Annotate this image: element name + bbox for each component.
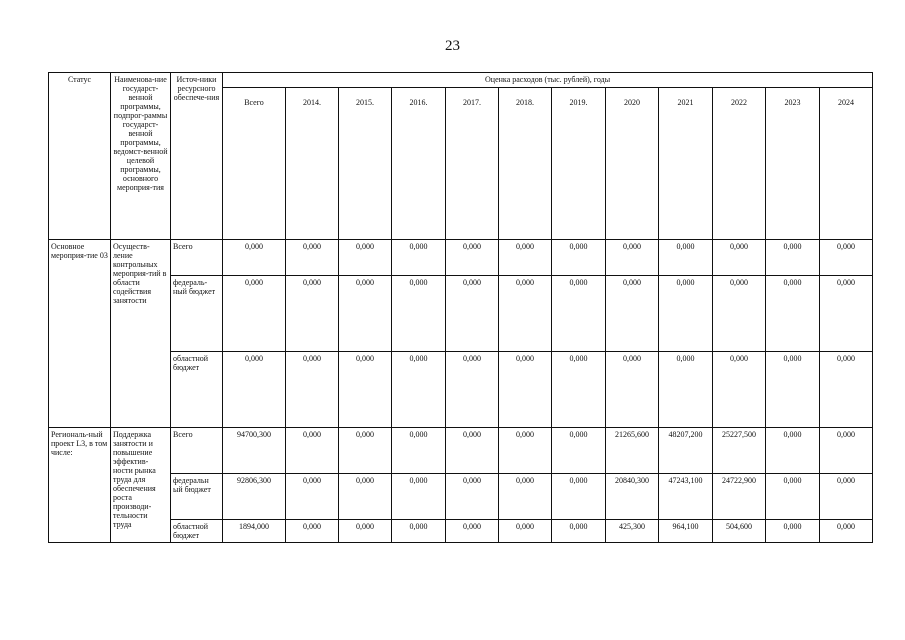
value-cell: 0,000 — [392, 276, 446, 352]
value-cell: 0,000 — [820, 428, 873, 474]
value-cell: 0,000 — [713, 240, 766, 276]
value-cell: 47243,100 — [659, 474, 713, 520]
header-year-1: 2014. — [286, 88, 339, 240]
value-cell: 0,000 — [286, 474, 339, 520]
header-year-7: 2020 — [606, 88, 659, 240]
value-cell: 0,000 — [552, 240, 606, 276]
header-year-6: 2019. — [552, 88, 606, 240]
source-cell: Всего — [171, 428, 223, 474]
header-year-4: 2017. — [446, 88, 499, 240]
value-cell: 0,000 — [552, 428, 606, 474]
value-cell: 964,100 — [659, 520, 713, 543]
value-cell: 0,000 — [499, 428, 552, 474]
value-cell: 0,000 — [552, 276, 606, 352]
header-year-5: 2018. — [499, 88, 552, 240]
value-cell: 48207,200 — [659, 428, 713, 474]
value-cell: 0,000 — [339, 520, 392, 543]
value-cell: 92806,300 — [223, 474, 286, 520]
value-cell: 0,000 — [446, 474, 499, 520]
value-cell: 0,000 — [499, 352, 552, 428]
value-cell: 25227,500 — [713, 428, 766, 474]
value-cell: 0,000 — [446, 276, 499, 352]
value-cell: 0,000 — [499, 474, 552, 520]
header-estimate: Оценка расходов (тыс. рублей), годы — [223, 73, 873, 88]
value-cell: 24722,900 — [713, 474, 766, 520]
status-cell: Региональ-ный проект L3, в том числе: — [49, 428, 111, 543]
value-cell: 0,000 — [820, 520, 873, 543]
header-year-11: 2024 — [820, 88, 873, 240]
value-cell: 0,000 — [766, 474, 820, 520]
table-row — [49, 520, 873, 543]
value-cell: 94700,300 — [223, 428, 286, 474]
value-cell: 0,000 — [446, 520, 499, 543]
value-cell: 0,000 — [392, 240, 446, 276]
value-cell: 0,000 — [606, 276, 659, 352]
value-cell: 0,000 — [606, 240, 659, 276]
value-cell: 0,000 — [223, 276, 286, 352]
status-cell: Основное мероприя-тие 03 — [49, 240, 111, 428]
header-name: Наименова-ние государст-венной программы, подпрог-раммы государст-венной программы, ведомст-венной целевой программы, основного мероприя-тия — [111, 73, 171, 240]
value-cell: 0,000 — [766, 520, 820, 543]
value-cell: 0,000 — [286, 240, 339, 276]
value-cell: 504,600 — [713, 520, 766, 543]
value-cell: 21265,600 — [606, 428, 659, 474]
header-year-2: 2015. — [339, 88, 392, 240]
value-cell: 0,000 — [606, 352, 659, 428]
budget-table — [48, 72, 873, 543]
value-cell: 0,000 — [339, 240, 392, 276]
value-cell: 0,000 — [339, 276, 392, 352]
value-cell: 0,000 — [766, 352, 820, 428]
value-cell: 1894,000 — [223, 520, 286, 543]
page-number: 23 — [445, 38, 460, 54]
value-cell: 0,000 — [820, 276, 873, 352]
header-status: Статус — [49, 73, 111, 240]
value-cell: 0,000 — [446, 352, 499, 428]
table-row — [49, 428, 873, 474]
value-cell: 0,000 — [286, 352, 339, 428]
value-cell: 0,000 — [392, 352, 446, 428]
value-cell: 0,000 — [392, 474, 446, 520]
value-cell: 0,000 — [392, 428, 446, 474]
value-cell: 20840,300 — [606, 474, 659, 520]
value-cell: 0,000 — [446, 428, 499, 474]
header-year-0: Всего — [223, 88, 286, 240]
value-cell: 0,000 — [339, 428, 392, 474]
program-name-cell: Осуществ-ление контрольных мероприя-тий в области содействия занятости — [111, 240, 171, 428]
value-cell: 0,000 — [286, 276, 339, 352]
value-cell: 0,000 — [223, 352, 286, 428]
value-cell: 0,000 — [766, 276, 820, 352]
value-cell: 0,000 — [766, 240, 820, 276]
value-cell: 0,000 — [392, 520, 446, 543]
value-cell: 0,000 — [766, 428, 820, 474]
value-cell: 0,000 — [499, 520, 552, 543]
value-cell: 0,000 — [446, 240, 499, 276]
header-year-8: 2021 — [659, 88, 713, 240]
value-cell: 0,000 — [552, 474, 606, 520]
value-cell: 0,000 — [713, 352, 766, 428]
program-name-cell: Поддержка занятости и повышение эффектив-ности рынка труда для обеспечения роста производи-тельности труда — [111, 428, 171, 543]
value-cell: 0,000 — [659, 240, 713, 276]
header-year-9: 2022 — [713, 88, 766, 240]
header-source: Источ-ники ресурсного обеспече-ния — [171, 73, 223, 240]
source-cell: федераль-ный бюджет — [171, 276, 223, 352]
value-cell: 0,000 — [552, 352, 606, 428]
value-cell: 0,000 — [713, 276, 766, 352]
value-cell: 0,000 — [659, 276, 713, 352]
value-cell: 425,300 — [606, 520, 659, 543]
table-row — [49, 276, 873, 352]
source-cell: федеральн ый бюджет — [171, 474, 223, 520]
table-row — [49, 352, 873, 428]
value-cell: 0,000 — [499, 276, 552, 352]
header-year-10: 2023 — [766, 88, 820, 240]
value-cell: 0,000 — [659, 352, 713, 428]
value-cell: 0,000 — [286, 428, 339, 474]
value-cell: 0,000 — [552, 520, 606, 543]
table-body — [49, 240, 873, 543]
value-cell: 0,000 — [223, 240, 286, 276]
value-cell: 0,000 — [820, 352, 873, 428]
table-row — [49, 240, 873, 276]
header-year-3: 2016. — [392, 88, 446, 240]
table-row — [49, 474, 873, 520]
source-cell: областной бюджет — [171, 352, 223, 428]
value-cell: 0,000 — [339, 474, 392, 520]
value-cell: 0,000 — [286, 520, 339, 543]
value-cell: 0,000 — [820, 474, 873, 520]
value-cell: 0,000 — [820, 240, 873, 276]
source-cell: областной бюджет — [171, 520, 223, 543]
source-cell: Всего — [171, 240, 223, 276]
header-row — [49, 73, 873, 88]
value-cell: 0,000 — [339, 352, 392, 428]
value-cell: 0,000 — [499, 240, 552, 276]
